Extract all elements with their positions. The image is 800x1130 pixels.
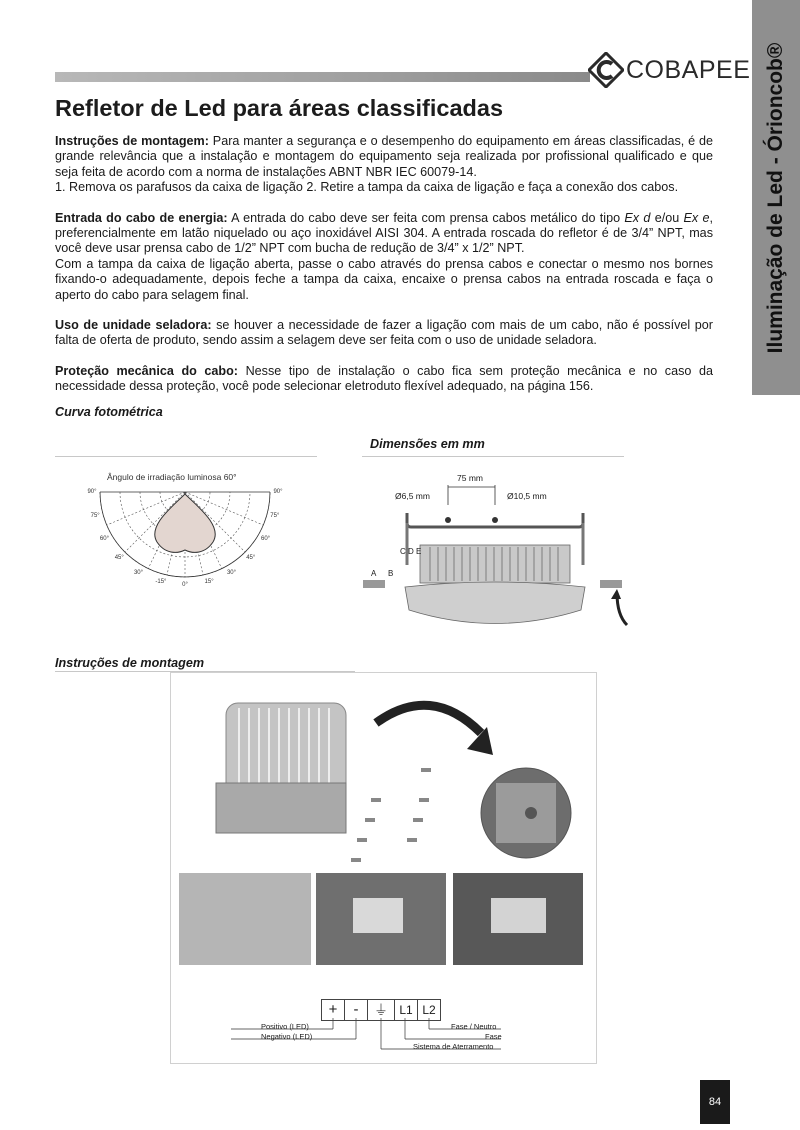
caption-mounting: Instruções de montagem	[55, 656, 205, 670]
label-ground: Sistema de Aterramento	[413, 1042, 494, 1051]
text-cable-entry-c: , preferencialmente em latão niquelado ou aço inoxidável AISI 304. A entrada roscada do refletor é de 3/4” NPT, mas você deve usar prensa cabo de 1/2” NPT com bucha de redução de 3/4” x 1/2” NPT.	[55, 210, 714, 256]
polar-tick-label: 75°	[90, 513, 100, 520]
divider	[362, 456, 624, 457]
paragraph-mounting	[55, 134, 713, 180]
polar-tick-label: 45°	[246, 554, 256, 561]
polar-tick-label: 75°	[270, 513, 280, 520]
text-protection: Nesse tipo de instalação o cabo fica sem proteção mecânica e no caso da necessidade dessa proteção, você pode selecionar eletroduto flexível adequado, na página 156.	[55, 363, 713, 394]
polar-tick-label: 15°	[204, 578, 214, 585]
text-cable-entry-exe: Ex e	[683, 210, 710, 225]
side-tab-text: Iluminação de Led - Órioncob®	[764, 42, 787, 354]
label-positive: Positivo (LED)	[261, 1022, 309, 1031]
polar-tick-label: -15°	[155, 578, 167, 585]
heading-protection: Proteção mecânica do cabo:	[55, 363, 238, 378]
text-cable-entry-exd: Ex d	[624, 210, 651, 225]
heading-sealing: Uso de unidade seladora:	[55, 318, 212, 333]
paragraph-protection	[55, 364, 713, 395]
page-title: Refletor de Led para áreas classificadas	[55, 95, 504, 121]
polar-tick-label: 60°	[260, 535, 271, 542]
dim-letter-e: E	[416, 547, 422, 556]
side-tab	[752, 0, 800, 395]
terminal-negative: -	[345, 1000, 368, 1020]
polar-tick-label: 90°	[273, 489, 283, 495]
page-number: 84	[700, 1080, 730, 1124]
heading-mounting: Instruções de montagem:	[55, 134, 209, 148]
header-bar	[55, 72, 590, 82]
ground-icon: ⏚	[368, 1000, 395, 1020]
paragraph-sealing	[55, 318, 713, 349]
polar-tick-label: 30°	[133, 569, 144, 576]
polar-tick-label: 45°	[114, 554, 124, 561]
terminal-positive: +	[322, 1000, 345, 1020]
heading-cable-entry: Entrada do cabo de energia:	[55, 210, 228, 225]
brand-logo	[588, 50, 751, 90]
text-cable-entry-b: e/ou	[650, 210, 684, 225]
paragraph-steps: 1. Remova os parafusos da caixa de ligação 2. Retire a tampa da caixa de ligação e faça a conexão dos cabos.	[55, 180, 679, 195]
dim-letter-c: C	[400, 547, 406, 556]
caption-photometric-curve: Curva fotométrica	[55, 405, 163, 419]
dimensions-drawing	[355, 465, 645, 635]
caption-dimensions: Dimensões em mm	[370, 437, 485, 451]
body-text	[55, 134, 713, 395]
polar-tick-label: 60°	[99, 535, 109, 542]
terminal-l2: L2	[422, 1003, 436, 1017]
polar-tick-label: 30°	[226, 569, 237, 576]
label-phase-neutral: Fase / Neutro	[451, 1022, 497, 1031]
polar-label: Ângulo de irradiação luminosa 60°	[107, 472, 237, 482]
text-sealing: se houver a necessidade de fazer a ligação com mais de um cabo, não é possível por falta de oferta de produto, sendo assim a selagem deve ser feita com o uso de unidade seladora.	[55, 318, 713, 348]
photometric-polar-diagram	[85, 466, 285, 588]
dim-hole-right-label: Ø10,5 mm	[507, 491, 547, 501]
dim-letter-d: D	[408, 547, 414, 556]
paragraph-cable-entry	[55, 211, 713, 257]
terminal-strip	[321, 999, 441, 1021]
dim-letter-b: B	[388, 569, 394, 578]
paragraph-cable-connect: Com a tampa da caixa de ligação aberta, passe o cabo através do prensa cabos e conectar o mesmo nos bornes fixando-o adequadamente, depois feche a tampa da caixa, encaixe o prensa cabos na entrada roscada e faça o aperto do cabo para selagem final.	[55, 256, 713, 302]
dim-spacing-label: 75 mm	[457, 473, 483, 483]
text-mounting: Para manter a segurança e o desempenho do equipamento em áreas classificadas, é de grande relevância que a instalação e montagem do equipamento seja realizada por profissional qualificado e que seja feita de acordo com a norma de instalações ABNT NBR IEC 60079-14.	[55, 134, 713, 179]
label-negative: Negativo (LED)	[261, 1032, 313, 1041]
mounting-illustration	[170, 672, 597, 1064]
brand-name: COBAPEE	[626, 56, 751, 84]
terminal-l1: L1	[395, 1000, 418, 1020]
divider	[55, 456, 317, 457]
polar-tick-label: 0°	[182, 582, 188, 588]
label-phase: Fase	[485, 1032, 502, 1041]
text-cable-entry-a: A entrada do cabo deve ser feita com prensa cabos metálico do tipo	[227, 210, 625, 225]
polar-tick-label: 90°	[87, 489, 97, 495]
dim-letter-a: A	[371, 569, 377, 578]
logo-icon	[588, 52, 624, 88]
dim-hole-left-label: Ø6,5 mm	[395, 491, 430, 501]
